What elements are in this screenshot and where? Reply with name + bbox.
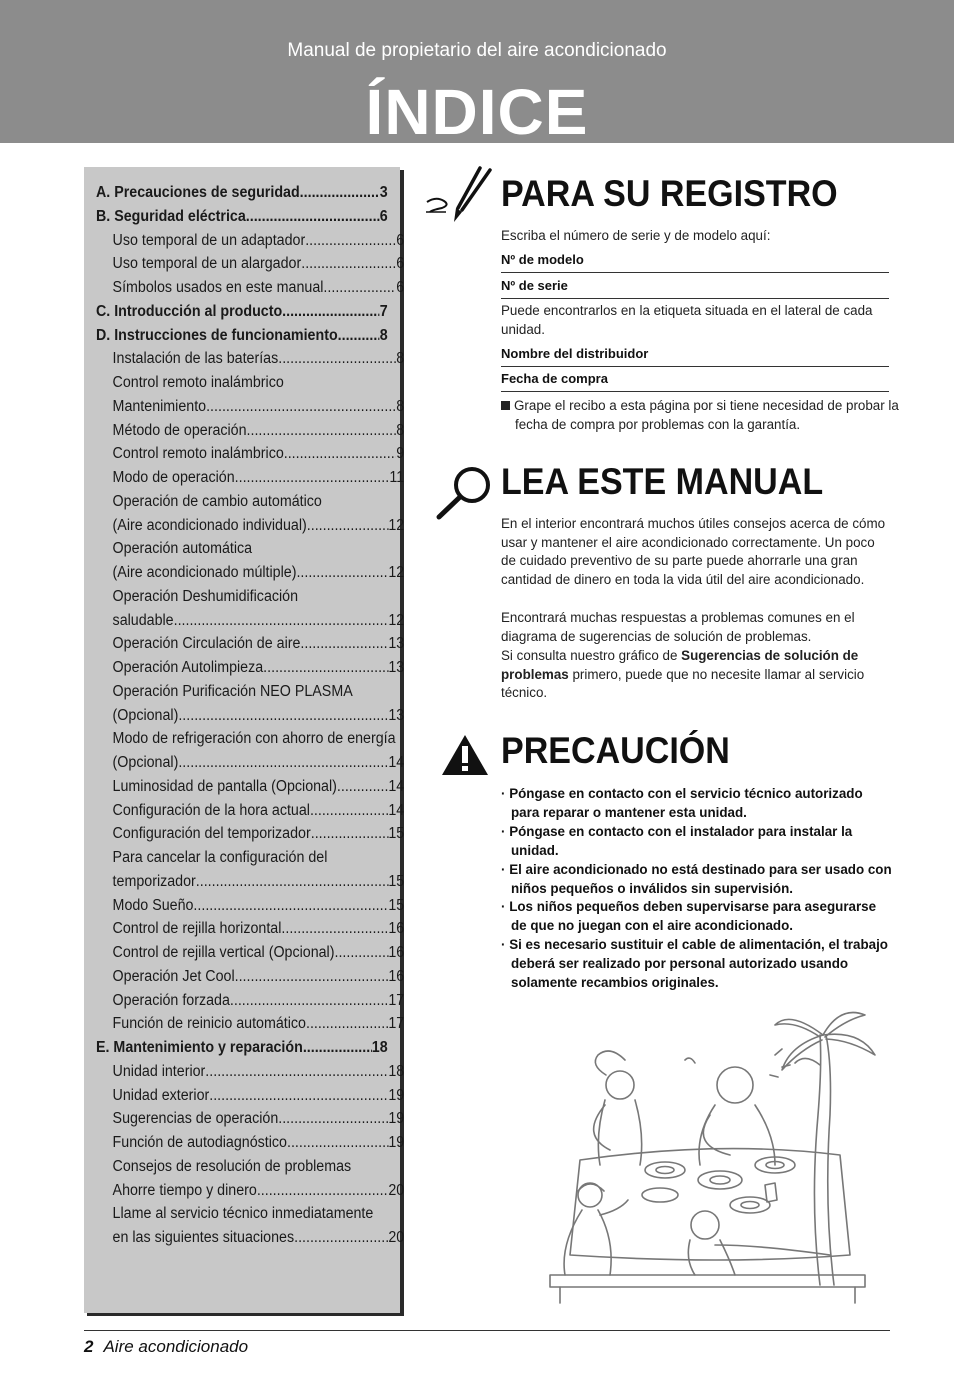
toc-entry[interactable] (96, 1012, 404, 1036)
toc-leader-dots (235, 965, 389, 989)
toc-entry-title: D. Instrucciones de funcionamiento (96, 326, 338, 344)
toc-leader-dots (307, 514, 389, 538)
toc-entry-title: (Opcional) (112, 754, 179, 771)
toc-entry[interactable] (96, 490, 404, 514)
toc-leader-dots (178, 751, 388, 775)
toc-entry-title: Mantenimiento (112, 397, 207, 415)
toc-entry-title: Control de rejilla vertical (Opcional) (112, 944, 335, 961)
toc-entry-title: Operación Autolimpieza (112, 659, 264, 676)
toc-entry-title: Modo de operación (112, 469, 235, 486)
toc-entry-page: 12 (388, 516, 405, 534)
toc-leader-dots (196, 870, 389, 894)
toc-entry[interactable] (96, 727, 404, 751)
toc-entry[interactable] (96, 181, 388, 205)
toc-entry-page: 8 (379, 326, 388, 344)
manual-p3-a: Si consulta nuestro gráfico de (501, 648, 682, 663)
toc-entry[interactable] (96, 751, 404, 775)
toc-entry[interactable] (96, 894, 404, 918)
toc-entry-title: Símbolos usados en este manual (112, 279, 324, 296)
toc-leader-dots (282, 300, 380, 324)
toc-entry-page: 8 (396, 397, 405, 415)
toc-leader-dots (296, 561, 388, 585)
toc-entry-page: 13 (388, 635, 405, 653)
toc-entry-title: B. Seguridad eléctrica (96, 207, 246, 225)
serial-number-field[interactable]: Nº de serie (501, 277, 889, 299)
toc-entry[interactable] (96, 205, 388, 229)
toc-leader-dots (300, 632, 388, 656)
toc-entry[interactable] (96, 632, 404, 656)
toc-leader-dots (230, 989, 388, 1013)
caution-heading: PRECAUCIÓN (501, 730, 730, 771)
toc-leader-dots (311, 822, 389, 846)
pen-icon (424, 166, 494, 224)
toc-entry[interactable] (96, 561, 404, 585)
magnifier-icon (434, 465, 494, 521)
toc-leader-dots (337, 775, 388, 799)
toc-entry-title: C. Introducción al producto (96, 302, 283, 320)
toc-entry-title: Método de operación (112, 421, 247, 439)
toc-entry[interactable] (96, 252, 404, 276)
caution-item: · El aire acondicionado no está destinado para ser usado con niños pequeños o inválidos sin supervisión. (501, 861, 893, 899)
toc-leader-dots (206, 395, 396, 419)
toc-entry-title: Operación forzada (112, 991, 230, 1009)
toc-entry[interactable] (96, 680, 404, 704)
toc-entry-page: 15 (388, 825, 405, 843)
toc-shadow (87, 1313, 404, 1316)
manual-paragraph-2: Encontrará muchas respuestas a problemas comunes en el diagrama de sugerencias de solución de problemas. (501, 610, 855, 644)
toc-leader-dots (303, 1036, 372, 1060)
toc-leader-dots (247, 419, 397, 443)
toc-entry[interactable] (96, 1131, 404, 1155)
toc-entry[interactable] (96, 775, 404, 799)
toc-entry[interactable] (96, 1179, 404, 1203)
toc-leader-dots (174, 609, 389, 633)
toc-entry[interactable] (96, 609, 404, 633)
toc-leader-dots (323, 276, 396, 300)
toc-entry-title: Modo de refrigeración con ahorro de energía (112, 730, 396, 748)
toc-entry-page: 16 (388, 920, 405, 938)
toc-entry-page: 14 (388, 777, 405, 795)
toc-entry-page: 3 (379, 184, 388, 201)
toc-entry[interactable] (96, 442, 404, 466)
toc-entry-title: (Aire acondicionado individual) (112, 516, 307, 534)
toc-leader-dots (306, 1012, 388, 1036)
toc-leader-dots (305, 229, 396, 253)
toc-entry-title: Consejos de resolución de problemas (112, 1157, 352, 1175)
manual-heading: LEA ESTE MANUAL (501, 461, 824, 502)
toc-entry-page: 15 (388, 896, 405, 914)
receipt-note (501, 397, 907, 434)
toc-entry-page: 12 (388, 564, 405, 581)
toc-entry-page: 8 (396, 421, 405, 439)
toc-leader-dots (300, 181, 380, 205)
toc-entry[interactable] (96, 870, 404, 894)
toc-entry-page: 19 (388, 1086, 405, 1104)
toc-entry-page: 13 (388, 706, 405, 724)
toc-leader-dots (287, 1131, 388, 1155)
toc-entry-title: (Aire acondicionado múltiple) (112, 564, 297, 581)
purchase-date-field[interactable]: Fecha de compra (501, 370, 889, 392)
toc-entry[interactable] (96, 1084, 404, 1108)
toc-entry-page: 19 (388, 1134, 405, 1151)
toc-leader-dots (294, 1226, 388, 1250)
toc-entry[interactable] (96, 371, 404, 395)
toc-entry-page: 9 (396, 445, 405, 463)
toc-entry-title: Operación Deshumidificación (112, 587, 299, 605)
toc-entry-title: Control remoto inalámbrico (112, 445, 284, 463)
toc-entry-title: Ahorre tiempo y dinero (112, 1181, 257, 1199)
caution-item: · Póngase en contacto con el instalador para instalar la unidad. (501, 823, 893, 861)
caution-item: · Póngase en contacto con el servicio técnico autorizado para reparar o mantener esta unidad. (501, 785, 893, 823)
toc-entry-page: 20 (388, 1181, 405, 1199)
toc-entry[interactable] (96, 1155, 404, 1179)
toc-entry-page: 19 (388, 1110, 405, 1128)
toc-entry-page: 11 (389, 469, 405, 486)
toc-entry[interactable] (96, 1107, 404, 1131)
toc-leader-dots (263, 656, 388, 680)
square-bullet-icon (501, 401, 510, 410)
toc-entry-page: 6 (379, 207, 388, 225)
page-title: ÍNDICE (365, 76, 589, 148)
toc-entry-title: E. Mantenimiento y reparación (96, 1039, 303, 1056)
toc-entry-title: Configuración de la hora actual (112, 801, 310, 819)
toc-entry-page: 13 (388, 659, 405, 676)
toc-entry-title: Función de reinicio automático (112, 1015, 306, 1033)
toc-leader-dots (278, 347, 396, 371)
toc-entry-title: Unidad exterior (112, 1086, 210, 1104)
toc-entry[interactable] (96, 585, 404, 609)
toc-entry[interactable] (96, 704, 404, 728)
manual-paragraph-3 (501, 647, 889, 703)
toc-leader-dots (257, 1179, 389, 1203)
toc-entry-title: Sugerencias de operación (112, 1110, 279, 1128)
model-number-field[interactable]: Nº de modelo (501, 251, 889, 273)
toc-leader-dots (310, 799, 388, 823)
footer-divider (84, 1330, 890, 1331)
toc-leader-dots (209, 1084, 388, 1108)
toc-entry-page: 18 (371, 1039, 388, 1056)
label-location-note: Puede encontrarlos en la etiqueta situada en el lateral de cada unidad. (501, 303, 873, 337)
toc-entry[interactable] (96, 1226, 404, 1250)
toc-entry[interactable] (96, 276, 404, 300)
toc-entry[interactable] (96, 300, 388, 324)
toc-entry[interactable] (96, 1202, 404, 1226)
toc-entry-page: 17 (388, 991, 405, 1009)
toc-entry[interactable] (96, 846, 404, 870)
warning-icon (440, 733, 490, 777)
toc-entry-page: 14 (388, 754, 405, 771)
toc-entry-page: 15 (388, 872, 405, 890)
toc-entry-title: Operación Jet Cool (112, 967, 235, 985)
toc-entry[interactable] (96, 229, 404, 253)
toc-entry[interactable] (96, 822, 404, 846)
page-footer (84, 1337, 248, 1357)
toc-entry-title: temporizador (112, 872, 196, 890)
toc-entry[interactable] (96, 466, 404, 490)
receipt-note-text: Grape el recibo a esta página por si tiene necesidad de probar la fecha de compra por problemas con la garantía. (514, 398, 899, 432)
toc-leader-dots (205, 1060, 388, 1084)
toc-entry[interactable] (96, 989, 404, 1013)
toc-entry-page: 14 (388, 801, 405, 819)
toc-entry[interactable] (96, 965, 404, 989)
toc-entry-page: 16 (388, 967, 405, 985)
toc-entry-page: 12 (388, 611, 405, 629)
toc-entry[interactable] (96, 1060, 404, 1084)
toc-entry-title: Unidad interior (112, 1062, 206, 1080)
toc-entry-page: 20 (388, 1229, 405, 1246)
toc-entry[interactable] (96, 1036, 388, 1060)
page-header (0, 0, 954, 148)
toc-entry-title: en las siguientes situaciones (112, 1229, 295, 1246)
toc-entry-title: Uso temporal de un alargador (112, 255, 302, 273)
toc-entry[interactable] (96, 656, 404, 680)
toc-entry-title: Instalación de las baterías (112, 350, 279, 368)
toc-entry-page: 6 (396, 231, 405, 249)
toc-entry-page: 7 (379, 302, 388, 320)
dealer-name-field[interactable]: Nombre del distribuidor (501, 345, 889, 367)
toc-entry-page: 18 (388, 1062, 405, 1080)
toc-entry-title: (Opcional) (112, 706, 179, 724)
toc-entry[interactable] (96, 514, 404, 538)
toc-leader-dots (301, 252, 396, 276)
footer-text: Aire acondicionado (103, 1337, 249, 1356)
toc-entry-page: 6 (396, 279, 405, 296)
manual-paragraph-1: En el interior encontrará muchos útiles consejos acerca de cómo usar y mantener el aire acondicionado correctamente. Un poco de cuidado preventivo de su parte puede ahorrarle una gran cantidad de dinero en toda la vida útil del aire acondicionado. (501, 516, 886, 587)
toc-entry-title: Operación Circulación de aire (112, 635, 301, 653)
toc-entry[interactable] (96, 537, 404, 561)
toc-leader-dots (334, 941, 388, 965)
toc-entry-title: Para cancelar la configuración del (112, 849, 328, 866)
toc-entry-title: saludable (112, 611, 174, 629)
toc-entry[interactable] (96, 941, 404, 965)
toc-entry[interactable] (96, 324, 388, 348)
toc-entry-title: Uso temporal de un adaptador (112, 231, 306, 249)
toc-entry[interactable] (96, 347, 404, 371)
toc-entry-title: Operación automática (112, 540, 253, 558)
toc-entry-page: 6 (396, 255, 405, 273)
registro-heading: PARA SU REGISTRO (501, 173, 838, 214)
toc-entry-title: Operación de cambio automático (112, 492, 322, 510)
toc-entry-title: Función de autodiagnóstico (112, 1134, 287, 1151)
toc-leader-dots (193, 894, 388, 918)
toc-entry-title: Configuración del temporizador (112, 825, 311, 843)
toc-entry[interactable] (96, 799, 404, 823)
toc-entry-title: Llame al servicio técnico inmediatamente (112, 1205, 374, 1223)
caution-item: · Si es necesario sustituir el cable de alimentación, el trabajo deberá ser realizado por personal autorizado usando solamente recambios originales. (501, 936, 893, 993)
toc-leader-dots (246, 205, 380, 229)
toc-entry-page: 8 (396, 350, 405, 368)
toc-entry[interactable] (96, 917, 404, 941)
caution-list (501, 785, 893, 993)
manual-p3-c: primero, puede que no necesite llamar al servicio técnico. (501, 666, 865, 701)
troubleshooting-link-text: Sugerencias de solución de problemas (501, 648, 859, 682)
header-subtitle: Manual de propietario del aire acondicionado (287, 40, 667, 61)
toc-entry-title: Control remoto inalámbrico (112, 374, 284, 391)
toc-entry-page: 17 (388, 1015, 405, 1033)
toc-entry-title: Luminosidad de pantalla (Opcional) (112, 777, 337, 795)
toc-entry[interactable] (96, 395, 404, 419)
toc-list (96, 181, 405, 1250)
toc-leader-dots (284, 442, 397, 466)
toc-leader-dots (278, 1107, 388, 1131)
toc-leader-dots (178, 704, 388, 728)
toc-leader-dots (281, 917, 388, 941)
page-number: 2 (84, 1337, 94, 1356)
caution-item: · Los niños pequeños deben supervisarse para asegurarse de que no juegan con el aire acondicionado. (501, 898, 893, 936)
toc-entry-title: Modo Sueño (112, 896, 194, 914)
toc-leader-dots (338, 324, 380, 348)
toc-entry[interactable] (96, 419, 404, 443)
toc-entry-title: Operación Purificación NEO PLASMA (112, 682, 353, 700)
registro-intro: Escriba el número de serie y de modelo aquí: (501, 228, 771, 243)
toc-leader-dots (235, 466, 390, 490)
toc-entry-title: Control de rejilla horizontal (112, 920, 282, 938)
family-picnic-illustration (520, 1005, 890, 1305)
toc-entry-title: A. Precauciones de seguridad (96, 184, 300, 201)
toc-entry-page: 16 (388, 944, 405, 961)
